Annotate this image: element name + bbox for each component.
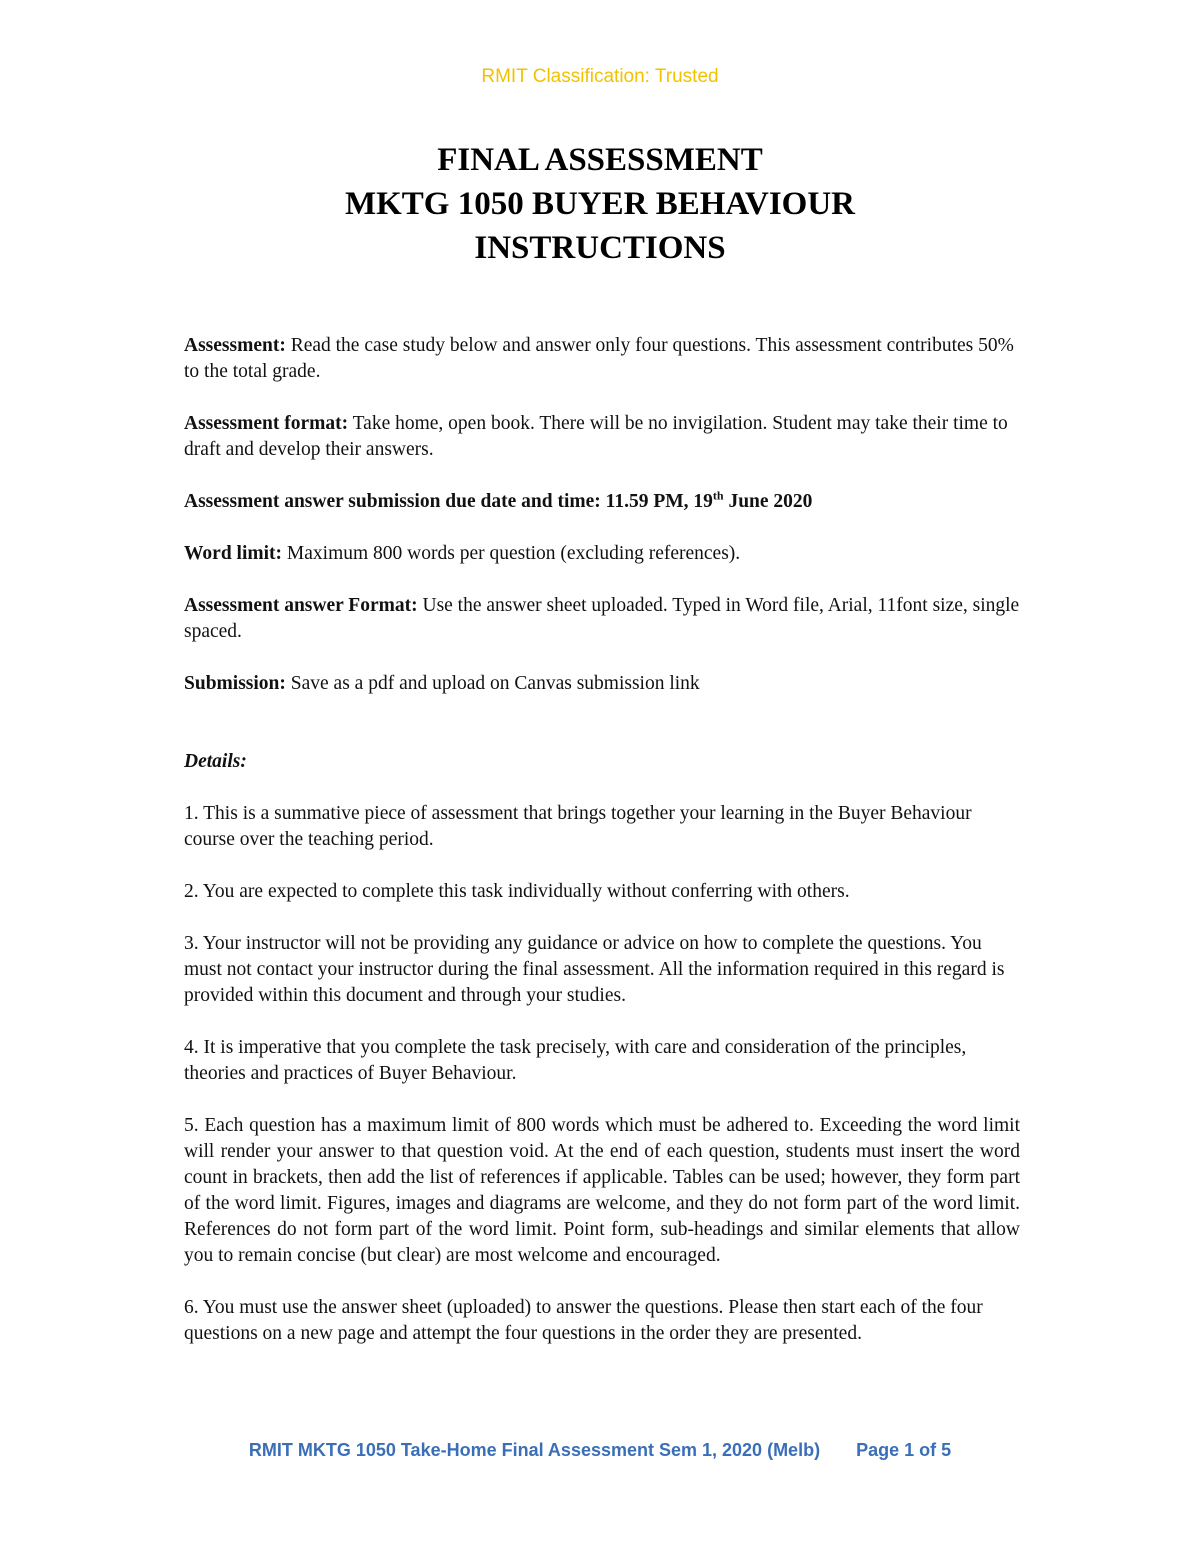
details-item-3: 3. Your instructor will not be providing any guidance or advice on how to complete the questions. You must not contact your instructor during the final assessment. All the information required in this regard is provided within this document and through your studies. xyxy=(184,933,1005,1006)
format-label: Assessment format: xyxy=(184,413,349,434)
footer-page-number: Page 1 of 5 xyxy=(856,1440,952,1460)
due-date-text: Assessment answer submission due date and time: 11.59 PM, 19 xyxy=(184,491,713,512)
assessment-text: Read the case study below and answer only four questions. This assessment contributes 50% to the total grade. xyxy=(184,335,1014,382)
submission-text: Save as a pdf and upload on Canvas submission link xyxy=(285,673,700,694)
classification-label: RMIT Classification: Trusted xyxy=(481,66,719,87)
details-item-1: 1. This is a summative piece of assessment that brings together your learning in the Buyer Behaviour course over the teaching period. xyxy=(184,803,972,850)
details-item-6: 6. You must use the answer sheet (uploaded) to answer the questions. Please then start each of the four questions on a new page and attempt the four questions in the order they are presented. xyxy=(184,1297,983,1344)
due-date-paragraph xyxy=(184,489,1020,515)
details-item-2: 2. You are expected to complete this task individually without conferring with others. xyxy=(184,881,850,902)
due-date-superscript: th xyxy=(712,488,724,503)
answer-format-label: Assessment answer Format: xyxy=(184,595,418,616)
assessment-label: Assessment: xyxy=(184,335,286,356)
details-item-5: 5. Each question has a maximum limit of 800 words which must be adhered to. Exceeding the word limit will render your answer to that question void. At the end of each question, students must insert the word count in brackets, then add the list of references if applicable. Tables can be used; however, they form part of the word limit. Figures, images and diagrams are welcome, and they do not form part of the word limit. References do not form part of the word limit. Point form, sub-headings and similar elements that allow you to remain concise (but clear) are most welcome and encouraged. xyxy=(184,1115,1020,1266)
answer-format-paragraph xyxy=(184,593,1020,645)
details-heading: Details: xyxy=(184,751,247,772)
assessment-paragraph xyxy=(184,333,1020,385)
document-body xyxy=(184,333,1020,1373)
format-text: Take home, open book. There will be no invigilation. Student may take their time to draft and develop their answers. xyxy=(184,413,1008,460)
word-limit-paragraph xyxy=(184,541,1020,567)
title-line-1: FINAL ASSESSMENT xyxy=(437,142,763,178)
due-date-suffix: June 2020 xyxy=(723,491,813,512)
document-title xyxy=(0,138,1200,270)
submission-label: Submission: xyxy=(184,673,286,694)
page-footer xyxy=(0,1440,1200,1461)
format-paragraph xyxy=(184,411,1020,463)
details-item-4: 4. It is imperative that you complete the task precisely, with care and consideration of the principles, theories and practices of Buyer Behaviour. xyxy=(184,1037,967,1084)
footer-course-text: RMIT MKTG 1050 Take-Home Final Assessment Sem 1, 2020 (Melb) xyxy=(248,1440,821,1460)
word-limit-text: Maximum 800 words per question (excluding references). xyxy=(282,543,741,564)
submission-paragraph xyxy=(184,671,1020,697)
answer-format-text: Use the answer sheet uploaded. Typed in Word file, Arial, 11font size, single spaced. xyxy=(184,595,1020,642)
title-line-3: INSTRUCTIONS xyxy=(474,230,726,266)
word-limit-label: Word limit: xyxy=(184,543,283,564)
title-line-2: MKTG 1050 BUYER BEHAVIOUR xyxy=(344,186,856,222)
